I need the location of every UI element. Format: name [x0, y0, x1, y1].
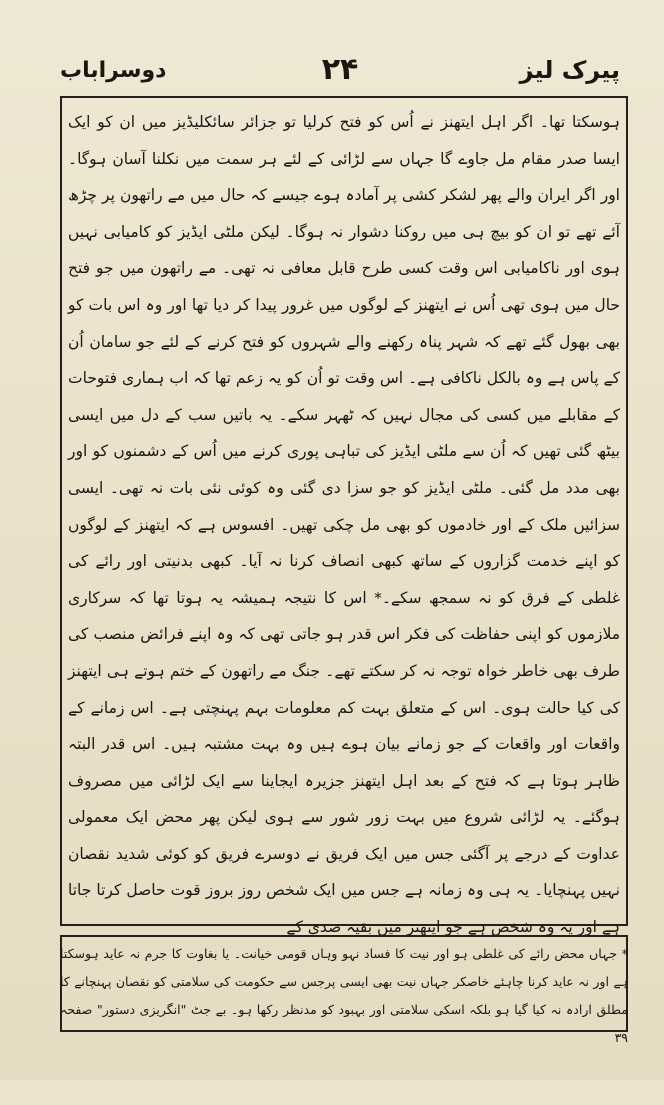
- body-paragraph: ہوسکتا تھا۔ اگر اہل ایتھنز نے اُس کو فتح کرلیا تو جزائر سائکلیڈیز میں ان کو ایک ایسا صدر مقام مل جاوے گا جہاں سے لڑائی کے لئے ہر سمت میں نکلنا آسان ہوگا۔ اور اگر ایران والے پھر لشکر کشی پر آمادہ ہوے جیسے کہ حال میں مے راتھون پر چڑھ آئے تھے تو ان کو بیچ ہی میں روکنا دشوار نہ ہوگا۔ لیکن ملٹی ایڈیز کو کامیابی نہیں ہوی اور ناکامیابی اس وقت کسی طرح قابل معافی نہ تھی۔ مے راتھون میں جو فتح حال میں ہوی تھی اُس نے ایتھنز کے لوگوں میں غرور پیدا کر دیا تھا اور وہ اس بات کو بھی بھول گئے تھے کہ شہر پناہ رکھنے والے شہروں کو فتح کرنے کے لئے جو سامان اُن کے پاس ہے وہ بالکل ناکافی ہے۔ اس وقت تو اُن کو یہ زعم تھا کہ اب ہماری فتوحات کے مقابلے میں کسی کی مجال نہیں کہ ٹھہر سکے۔ یہ باتیں سب کے دل میں ایسی بیٹھ گئی تھیں کہ اُن سے ملٹی ایڈیز کی تباہی پوری کرنے میں اُس کے دشمنوں کو اور بھی مدد مل گئی۔ ملٹی ایڈیز کو جو سزا دی گئی وہ کوئی نئی بات نہ تھی۔ ایسی سزائیں ملک کے اور خادموں کو بھی مل چکی تھیں۔ افسوس ہے کہ ایتھنز کے لوگوں کو اپنے خدمت گزاروں کے ساتھ کبھی انصاف کرنا نہ آیا۔ کبھی بدنیتی اور رائے کی غلطی کے فرق کو نہ سمجھ سکے۔* اس کا نتیجہ ہمیشہ یہ ہوتا تھا کہ سرکاری ملازموں کو اپنی حفاظت کی فکر اس قدر ہو جاتی تھی کہ وہ اپنے فرائض منصب کی طرف بھی خاطر خواہ توجہ نہ کر سکتے تھے۔ جنگ مے راتھون کے ختم ہوتے ہی ایتھنز کی کیا حالت ہوی۔ اس کے متعلق بہت کم معلومات بہم پہنچتی ہے۔ اس زمانے کے واقعات اور واقعات کے جو زمانے بیان ہوے ہیں وہ بہت مشتبہ ہیں۔ اس قدر البتہ ظاہر ہوتا ہے کہ فتح کے بعد اہل ایتھنز جزیرہ ایجاینا سے ایک لڑائی میں مصروف ہوگئے۔ یہ لڑائی شروع میں بہت زور شور سے ہوی لیکن پھر محض ایک معمولی عداوت کے درجے پر آگئی جس میں ایک فریق نے دوسرے فریق کو کوئی شدید نقصان نہیں پہنچایا۔ یہ ہی وہ زمانہ ہے جس میں ایک شخص روز بروز قوت حاصل کرتا جاتا ہے اور یہ وہ شخص ہے جو ایتھنز میں بقیہ صدی کے: [68, 113, 620, 937]
- body-text-block: [68, 104, 620, 937]
- book-title: پیرک لیز: [519, 56, 620, 84]
- text-frame: [60, 96, 628, 937]
- footnote-block: [60, 940, 628, 1105]
- footnote-top-rule: [60, 935, 628, 937]
- footnote-bottom-rule: [60, 1030, 628, 1032]
- chapter-title: دوسراباب: [60, 58, 167, 83]
- page-number: ۲۴: [321, 52, 359, 87]
- page-header: [60, 52, 620, 92]
- footnote-text: * جہاں محض رائے کی غلطی ہو اور نیت کا فساد نہو وہاں قومی خیانت۔ یا بغاوت کا جرم نہ عاید ہوسکتا ہے اور نہ عاید کرنا چاہئے خاصکر جہاں نیت بھی ایسی پرجس سے حکومت کی سلامتی کو نقصان پہنچانے کا مطلق ارادہ نہ کیا گیا ہو بلکہ اسکی سلامتی اور بہبود کو مدنظر رکھا ہو۔ بے جٹ "انگریزی دستور" صفحہ ۳۹: [60, 946, 628, 1045]
